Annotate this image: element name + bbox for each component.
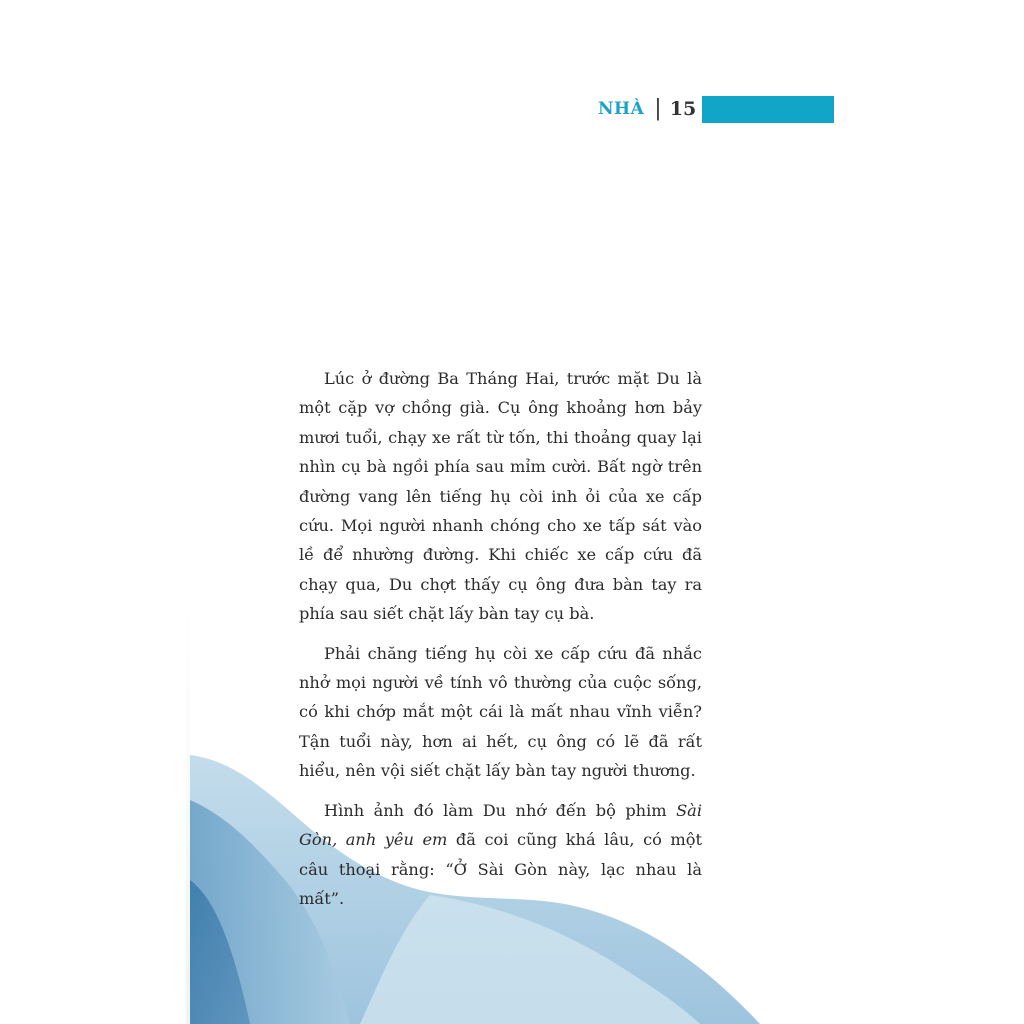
- paragraph-2: Phải chăng tiếng hụ còi xe cấp cứu đã nhắc nhở mọi người về tính vô thường của cuộc sống, có khi chớp mắt một cái là mất nhau vĩnh viễn? Tận tuổi này, hơn ai hết, cụ ông có lẽ đã rất hiểu, nên vội siết chặt lấy bàn tay người thương.: [299, 643, 702, 781]
- paragraph-3-end: đã coi cũng khá lâu, có một câu thoại rằng: “Ở Sài Gòn này, lạc nhau là mất”.: [299, 830, 703, 908]
- page-edge: [186, 600, 190, 1024]
- paragraph-3-start: Hình ảnh đó làm Du nhớ đến bộ phim: [324, 800, 677, 820]
- paragraph-3: [299, 796, 702, 914]
- chapter-title: NHÀ: [598, 99, 645, 119]
- page-number: 15: [669, 98, 697, 120]
- paragraph-1: Lúc ở đường Ba Tháng Hai, trước mặt Du là một cặp vợ chồng già. Cụ ông khoảng hơn bảy mươi tuổi, chạy xe rất từ tốn, thi thoảng quay lại nhìn cụ bà ngồi phía sau mỉm cười. Bất ngờ trên đường vang lên tiếng hụ còi inh ỏi của xe cấp cứu. Mọi người nhanh chóng cho xe tấp sát vào lề để nhường đường. Khi chiếc xe cấp cứu đã chạy qua, Du chợt thấy cụ ông đưa bàn tay ra phía sau siết chặt lấy bàn tay cụ bà.: [299, 369, 702, 624]
- body-text: [299, 364, 702, 923]
- film-title: Sài Gòn, anh yêu em: [299, 800, 702, 850]
- running-header: [598, 95, 696, 123]
- header-separator: |: [654, 96, 662, 121]
- header-accent-bar: [702, 96, 834, 123]
